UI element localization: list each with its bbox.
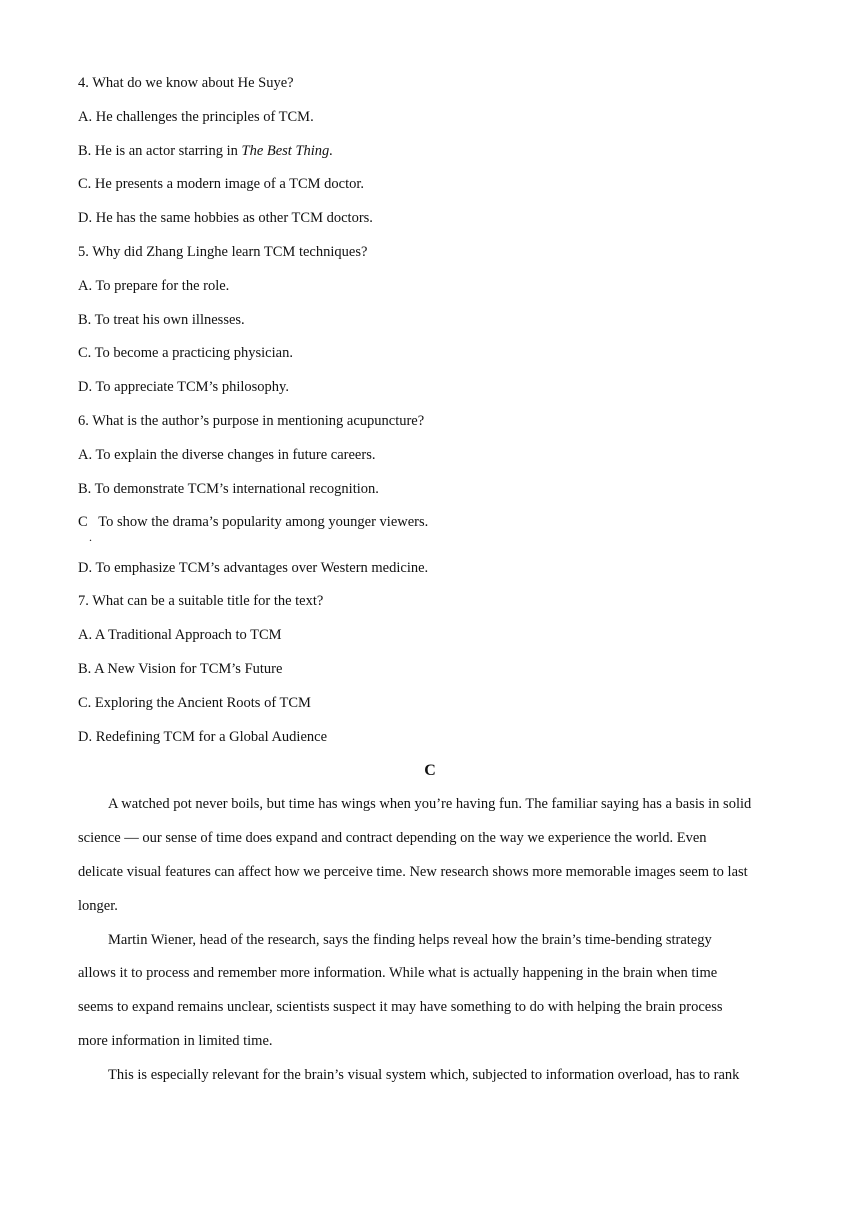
stray-mark: . <box>89 530 92 544</box>
paragraph-3-line-1: This is especially relevant for the brain’s visual system which, subjected to information overload, has to rank <box>108 1067 740 1083</box>
question-5-option-c: C. To become a practicing physician. <box>78 345 293 361</box>
question-5-option-b: B. To treat his own illnesses. <box>78 312 245 328</box>
question-5-option-a: A. To prepare for the role. <box>78 278 230 294</box>
question-7-stem: 7. What can be a suitable title for the text? <box>78 593 324 609</box>
section-heading: C <box>424 762 436 779</box>
paragraph-1-line-4: longer. <box>78 898 118 914</box>
question-5-option-d: D. To appreciate TCM’s philosophy. <box>78 379 289 395</box>
question-4-stem: 4. What do we know about He Suye? <box>78 75 294 91</box>
option-b-prefix: B. He is an actor starring in <box>78 143 242 159</box>
question-7-option-d: D. Redefining TCM for a Global Audience <box>78 729 327 745</box>
question-7-option-a: A. A Traditional Approach to TCM <box>78 627 282 643</box>
question-4-option-b <box>78 142 333 160</box>
question-6-option-b: B. To demonstrate TCM’s international recognition. <box>78 481 379 497</box>
paragraph-2-line-1: Martin Wiener, head of the research, says the finding helps reveal how the brain’s time-bending strategy <box>108 932 712 948</box>
drama-title: The Best Thing <box>241 143 330 159</box>
question-7-option-c: C. Exploring the Ancient Roots of TCM <box>78 695 311 711</box>
paragraph-1-line-2: science — our sense of time does expand and contract depending on the way we experience the world. Even <box>78 830 707 846</box>
paragraph-2-line-2: allows it to process and remember more information. While what is actually happening in the brain when time <box>78 965 718 981</box>
question-6-option-c: C To show the drama’s popularity among younger viewers. <box>78 514 429 530</box>
paragraph-2-line-4: more information in limited time. <box>78 1033 273 1049</box>
question-4-option-d: D. He has the same hobbies as other TCM doctors. <box>78 210 373 226</box>
question-6-option-d: D. To emphasize TCM’s advantages over Western medicine. <box>78 560 429 576</box>
paragraph-1-line-3: delicate visual features can affect how we perceive time. New research shows more memorable images seem to last <box>78 864 748 880</box>
question-7-option-b: B. A New Vision for TCM’s Future <box>78 661 283 677</box>
paragraph-1-line-1: A watched pot never boils, but time has wings when you’re having fun. The familiar saying has a basis in solid <box>108 796 752 812</box>
question-6-stem: 6. What is the author’s purpose in mentioning acupuncture? <box>78 413 425 429</box>
question-5-stem: 5. Why did Zhang Linghe learn TCM techniques? <box>78 244 368 260</box>
option-b-suffix: . <box>329 143 333 159</box>
paragraph-2-line-3: seems to expand remains unclear, scientists suspect it may have something to do with helping the brain process <box>78 999 723 1015</box>
question-4-option-a: A. He challenges the principles of TCM. <box>78 109 314 125</box>
question-4-option-c: C. He presents a modern image of a TCM doctor. <box>78 176 365 192</box>
question-6-option-a: A. To explain the diverse changes in future careers. <box>78 447 376 463</box>
